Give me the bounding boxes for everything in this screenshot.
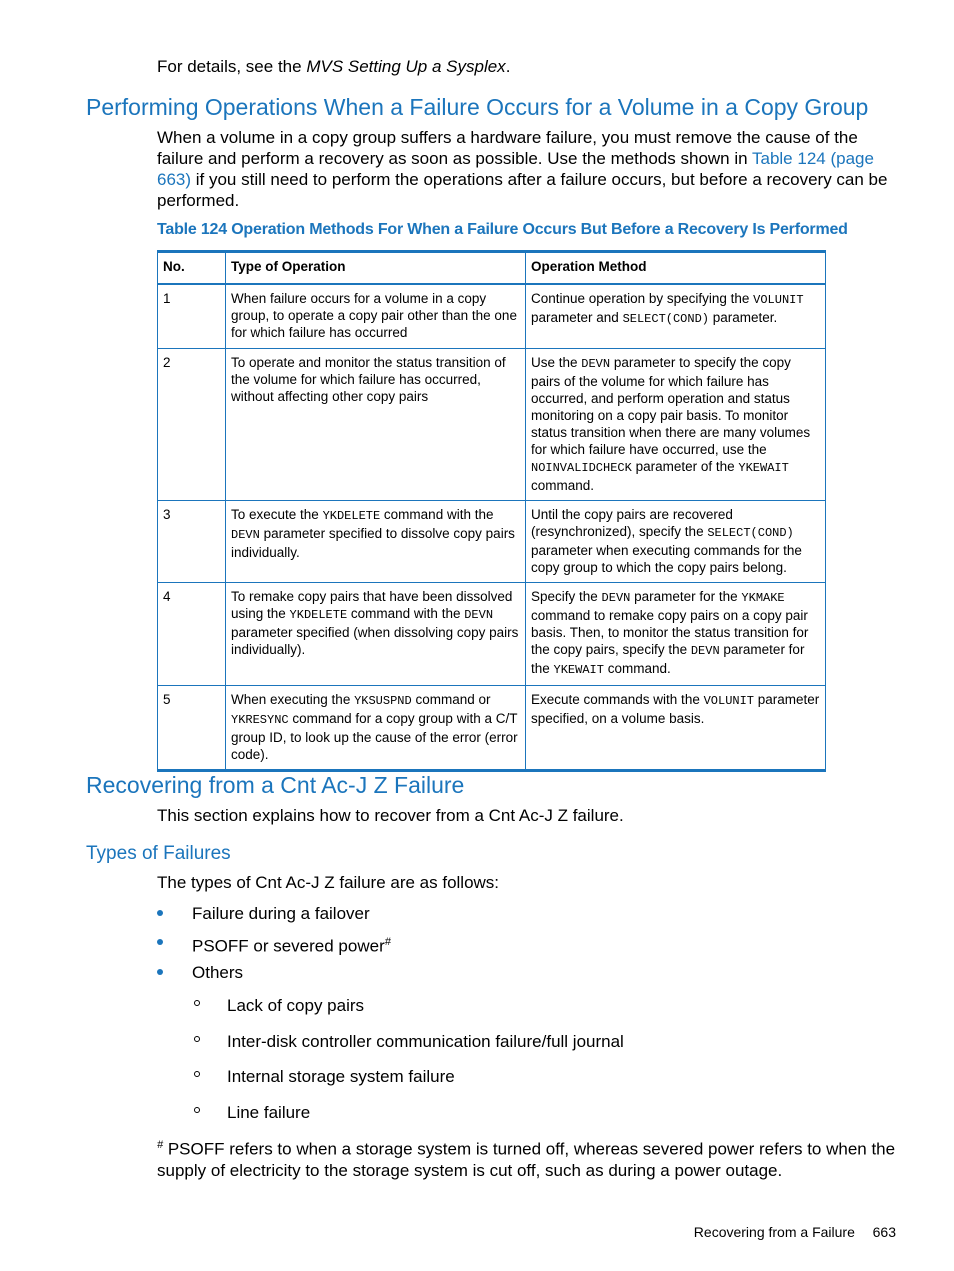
cell-text: Specify the bbox=[531, 588, 602, 604]
hollow-bullet-icon bbox=[194, 1000, 200, 1006]
page-number: 663 bbox=[872, 1224, 896, 1240]
section-heading-types-of-failures: Types of Failures bbox=[86, 843, 231, 864]
table-row bbox=[158, 582, 826, 685]
header-type-of-operation: Type of Operation bbox=[226, 252, 526, 285]
code-token: DEVN bbox=[581, 356, 611, 371]
cell-text: parameter for the bbox=[630, 588, 742, 604]
cell-text: parameter when executing commands for the copy group to which the copy pairs belong. bbox=[531, 542, 802, 575]
cell-text: parameter of the bbox=[631, 458, 739, 474]
bullet-dot-icon bbox=[157, 910, 163, 916]
cell-operation-method bbox=[526, 582, 826, 685]
section-heading-recovering: Recovering from a Cnt Ac-J Z Failure bbox=[86, 772, 465, 798]
list-item-text: PSOFF or severed power bbox=[192, 936, 385, 956]
cell-text: command with the bbox=[347, 605, 465, 621]
code-token: YKMAKE bbox=[741, 590, 785, 605]
page-footer bbox=[694, 1224, 896, 1241]
hollow-bullet-icon bbox=[194, 1071, 200, 1077]
cell-text: parameter and bbox=[531, 310, 623, 325]
cell-text: To operate and monitor the status transition of the volume for which failure has occurred, without affecting other copy pairs bbox=[231, 354, 506, 404]
cell-text: Continue operation by specifying the bbox=[531, 291, 754, 306]
cell-operation-method bbox=[526, 685, 826, 770]
cell-text: To remake copy pairs that have been dissolved using the bbox=[231, 588, 513, 621]
cell-text: command for a copy group with a C/T group ID, to look up the cause of the error (error code). bbox=[231, 710, 518, 762]
code-token: YKDELETE bbox=[322, 508, 381, 523]
hollow-bullet-icon bbox=[194, 1036, 200, 1042]
code-token: YKEWAIT bbox=[553, 662, 604, 677]
cell-type-of-operation bbox=[226, 685, 526, 770]
cell-no: 2 bbox=[158, 348, 226, 500]
cell-text: parameter specified, on a volume basis. bbox=[531, 691, 820, 726]
code-token: YKDELETE bbox=[289, 607, 348, 622]
section3-paragraph: The types of Cnt Ac-J Z failure are as follows: bbox=[157, 873, 500, 892]
intro-reference: MVS Setting Up a Sysplex bbox=[306, 57, 506, 76]
cell-operation-method bbox=[526, 348, 826, 500]
cell-text: Until the copy pairs are recovered (resynchronized), specify the bbox=[531, 506, 733, 539]
bullet-dot-icon bbox=[157, 969, 163, 975]
cell-operation-method bbox=[526, 500, 826, 582]
code-token: DEVN bbox=[464, 607, 494, 622]
cell-text: command or bbox=[411, 691, 491, 707]
cell-text: Execute commands with the bbox=[531, 691, 704, 707]
table-124-link[interactable]: Table 124 (page 663) bbox=[157, 149, 874, 189]
code-token: DEVN bbox=[601, 590, 631, 605]
cell-text: When executing the bbox=[231, 691, 355, 707]
code-token: VOLUNIT bbox=[753, 293, 804, 307]
code-token: SELECT(COND) bbox=[622, 312, 709, 326]
cell-type-of-operation bbox=[226, 348, 526, 500]
section-heading-performing-operations: Performing Operations When a Failure Occurs for a Volume in a Copy Group bbox=[86, 94, 869, 120]
cell-type-of-operation bbox=[226, 500, 526, 582]
code-token: VOLUNIT bbox=[703, 693, 755, 708]
footer-section-name: Recovering from a Failure bbox=[693, 1224, 855, 1240]
cell-text: command to remake copy pairs on a copy pair basis. Then, to monitor the status transition for the copy pairs, specify the bbox=[531, 607, 809, 657]
cell-text: parameter for the bbox=[531, 641, 805, 676]
code-token: YKSUSPND bbox=[354, 693, 412, 708]
cell-no: 5 bbox=[158, 685, 226, 770]
cell-no: 1 bbox=[158, 284, 226, 348]
section2-paragraph: This section explains how to recover from a Cnt Ac-J Z failure. bbox=[157, 806, 624, 825]
hollow-bullet-icon bbox=[194, 1107, 200, 1113]
cell-text: parameter to specify the copy pairs of the volume for which failure has occurred, and perform operation and status monitoring on a copy pair basis. To monitor status transition when there are many volumes for which failure have occurred, use the bbox=[531, 354, 811, 457]
intro-prefix: For details, see the bbox=[157, 57, 307, 76]
cell-text: command. bbox=[603, 660, 671, 676]
header-no: No. bbox=[158, 252, 226, 285]
section1-text-b: if you still need to perform the operations after a failure occurs, but before a recovery can be performed. bbox=[157, 170, 888, 210]
cell-no: 3 bbox=[158, 500, 226, 582]
cell-text: parameter specified to dissolve copy pairs individually. bbox=[231, 525, 515, 560]
table-caption: Table 124 Operation Methods For When a Failure Occurs But Before a Recovery Is Performed bbox=[157, 221, 848, 238]
footnote-marker: # bbox=[157, 1139, 164, 1151]
cell-text: parameter specified (when dissolving copy pairs individually). bbox=[231, 624, 519, 657]
table-row bbox=[158, 348, 826, 500]
footnote-marker: # bbox=[384, 936, 391, 948]
table-row bbox=[158, 500, 826, 582]
cell-text: When failure occurs for a volume in a copy group, to operate a copy pair other than the one for which failure has occurred bbox=[231, 291, 517, 340]
code-token: SELECT(COND) bbox=[707, 525, 794, 540]
code-token: DEVN bbox=[231, 527, 260, 542]
code-token: YKRESYNC bbox=[231, 712, 289, 727]
cell-text: Use the bbox=[531, 354, 582, 370]
table-header-row bbox=[158, 252, 826, 285]
cell-text: command with the bbox=[380, 506, 494, 522]
cell-operation-method bbox=[526, 284, 826, 348]
intro-line bbox=[157, 56, 510, 77]
code-token: YKEWAIT bbox=[738, 460, 789, 475]
code-token: DEVN bbox=[690, 643, 720, 658]
cell-text: command. bbox=[531, 477, 595, 493]
footnote bbox=[157, 1135, 901, 1181]
code-token: NOINVALIDCHECK bbox=[531, 460, 632, 475]
cell-text: parameter. bbox=[708, 310, 778, 325]
section1-paragraph bbox=[157, 127, 901, 211]
header-operation-method: Operation Method bbox=[526, 252, 826, 285]
operation-methods-table bbox=[157, 250, 826, 772]
bullet-dot-icon bbox=[157, 939, 163, 945]
cell-type-of-operation bbox=[226, 284, 526, 348]
section1-text-a: When a volume in a copy group suffers a hardware failure, you must remove the cause of the failure and perform a recovery as soon as possible. Use the methods shown in bbox=[157, 128, 858, 168]
intro-suffix: . bbox=[505, 57, 511, 76]
cell-type-of-operation bbox=[226, 582, 526, 685]
table-row bbox=[158, 284, 826, 348]
footnote-text: PSOFF refers to when a storage system is turned off, whereas severed power refers to when the supply of electricity to the storage system is cut off, such as during a power outage. bbox=[157, 1139, 896, 1180]
cell-no: 4 bbox=[158, 582, 226, 685]
cell-text: To execute the bbox=[231, 506, 323, 522]
table-row bbox=[158, 685, 826, 770]
